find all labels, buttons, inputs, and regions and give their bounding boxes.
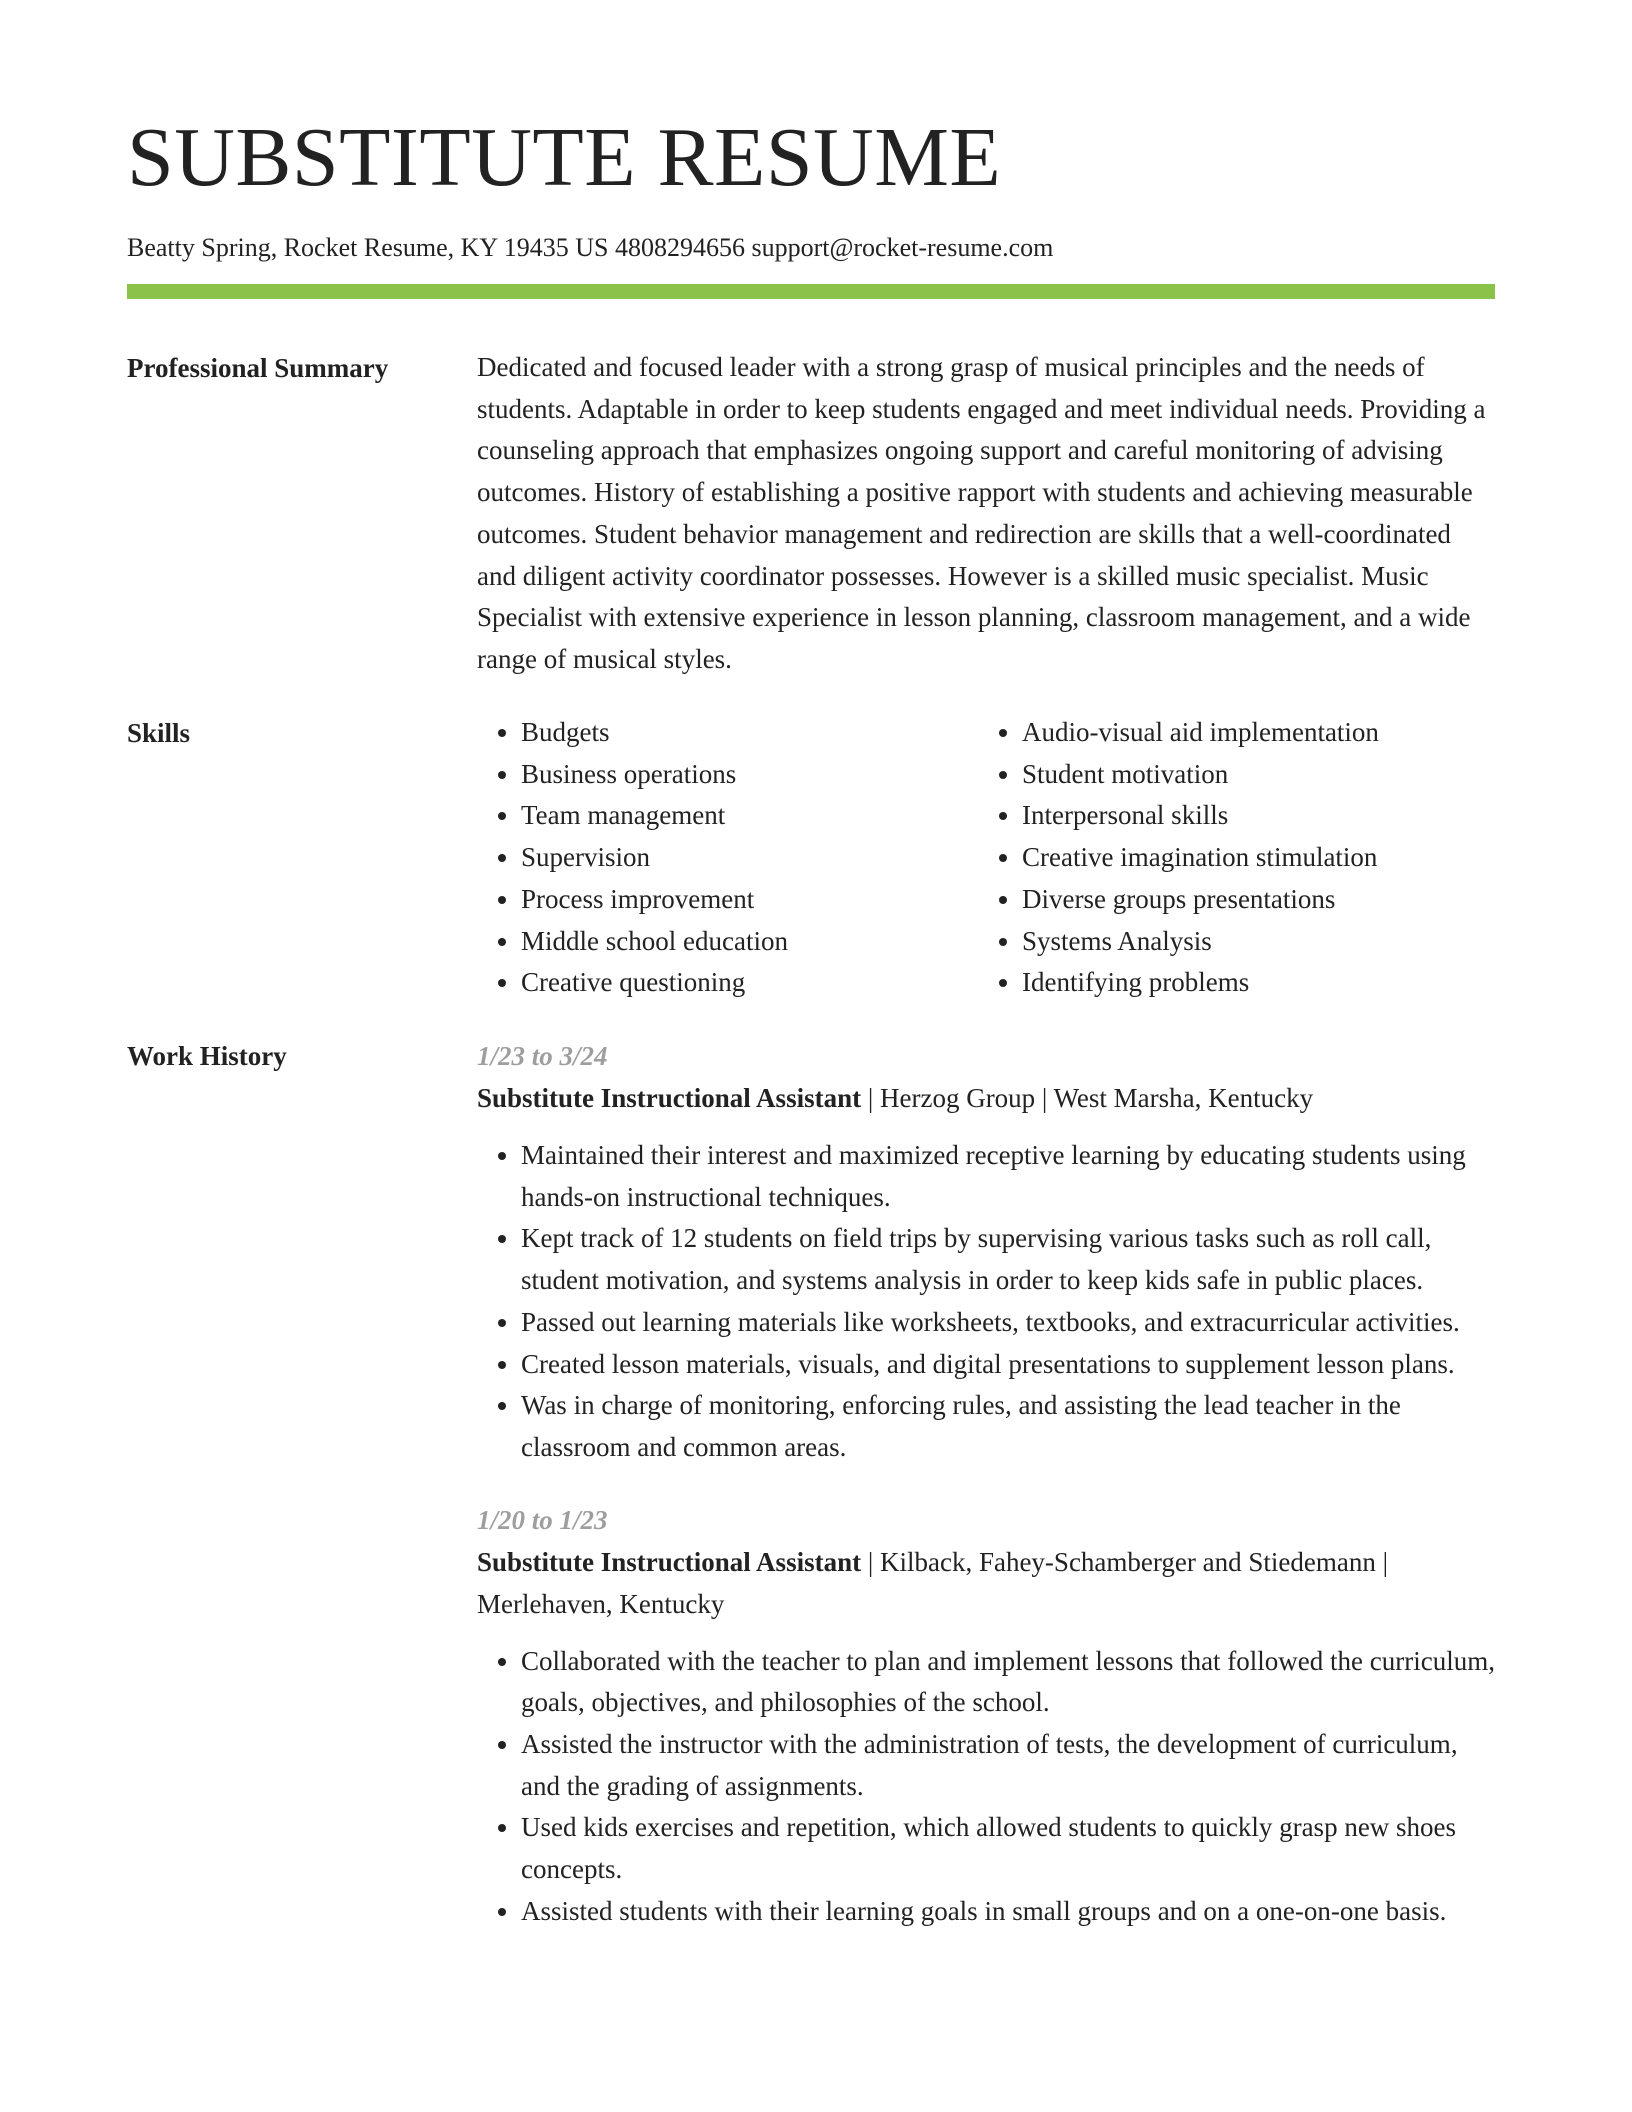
job-heading <box>477 1077 1495 1119</box>
job-bullet: • Maintained their interest and maximized receptive learning by educating students using hands-on instructional techniques. <box>521 1135 1495 1218</box>
skill-item: • Audio-visual aid implementation <box>1022 712 1479 754</box>
accent-divider <box>127 284 1495 299</box>
job-entry <box>477 1499 1495 1933</box>
work-history-heading: Work History <box>127 1041 287 1071</box>
job-bullet: • Used kids exercises and repetition, which allowed students to quickly grasp new shoes concepts. <box>521 1807 1495 1890</box>
skill-item: • Budgets <box>521 712 978 754</box>
work-history-body <box>477 1035 1495 1933</box>
skill-item: • Business operations <box>521 754 978 796</box>
skills-list-right <box>978 712 1479 1004</box>
job-title: Substitute Instructional Assistant <box>477 1083 862 1113</box>
job-bullet: • Created lesson materials, visuals, and digital presentations to supplement lesson plans. <box>521 1344 1495 1386</box>
job-bullet: • Was in charge of monitoring, enforcing rules, and assisting the lead teacher in the classroom and common areas. <box>521 1385 1495 1468</box>
summary-text: Dedicated and focused leader with a strong grasp of musical principles and the needs of students. Adaptable in order to keep students engaged and meet individual needs. Providing a counseling approach that emphasizes ongoing support and careful monitoring of advising outcomes. History of establishing a positive rapport with students and achieving measurable outcomes. Student behavior management and redirection are skills that a well-coordinated and diligent activity coordinator possesses. However is a skilled music specialist. Music Specialist with extensive experience in lesson planning, classroom management, and a wide range of musical styles. <box>477 352 1486 674</box>
skills-body <box>477 712 1495 1004</box>
contact-line: Beatty Spring, Rocket Resume, KY 19435 US 4808294656 support@rocket-resume.com <box>127 233 1054 262</box>
summary-body <box>477 347 1495 681</box>
skill-item: • Creative imagination stimulation <box>1022 837 1479 879</box>
skills-heading: Skills <box>127 718 191 748</box>
job-bullet: • Collaborated with the teacher to plan and implement lessons that followed the curriculum, goals, objectives, and philosophies of the school. <box>521 1641 1495 1724</box>
job-entry <box>477 1035 1495 1469</box>
job-dates: 1/23 to 3/24 <box>477 1041 608 1071</box>
job-heading <box>477 1541 1495 1625</box>
resume-title: SUBSTITUTE RESUME <box>127 111 1002 204</box>
job-bullet: • Assisted the instructor with the administration of tests, the development of curriculum, and the grading of assignments. <box>521 1724 1495 1807</box>
skills-list-left <box>477 712 978 1004</box>
job-title: Substitute Instructional Assistant <box>477 1546 862 1577</box>
skill-item: • Team management <box>521 795 978 837</box>
skill-item: • Supervision <box>521 837 978 879</box>
summary-heading: Professional Summary <box>127 353 389 383</box>
skill-item: • Process improvement <box>521 879 978 921</box>
skill-item: • Creative questioning <box>521 962 978 1004</box>
job-bullet-list <box>477 1135 1495 1469</box>
job-employer-location: | Kilback, Fahey-Schamberger and Stiedemann | Merlehaven, Kentucky <box>477 1546 1388 1619</box>
job-bullet-list <box>477 1641 1495 1933</box>
job-bullet: • Kept track of 12 students on field trips by supervising various tasks such as roll call, student motivation, and systems analysis in order to keep kids safe in public places. <box>521 1218 1495 1301</box>
skill-item: • Middle school education <box>521 921 978 963</box>
skill-item: • Systems Analysis <box>1022 921 1479 963</box>
skill-item: • Interpersonal skills <box>1022 795 1479 837</box>
skill-item: • Identifying problems <box>1022 962 1479 1004</box>
job-employer-location: | Herzog Group | West Marsha, Kentucky <box>861 1083 1314 1113</box>
job-bullet: • Assisted students with their learning goals in small groups and on a one-on-one basis. <box>521 1891 1495 1933</box>
skill-item: • Diverse groups presentations <box>1022 879 1479 921</box>
job-dates: 1/20 to 1/23 <box>477 1504 608 1535</box>
skill-item: • Student motivation <box>1022 754 1479 796</box>
skills-columns <box>477 712 1495 1004</box>
job-bullet: • Passed out learning materials like worksheets, textbooks, and extracurricular activities. <box>521 1302 1495 1344</box>
